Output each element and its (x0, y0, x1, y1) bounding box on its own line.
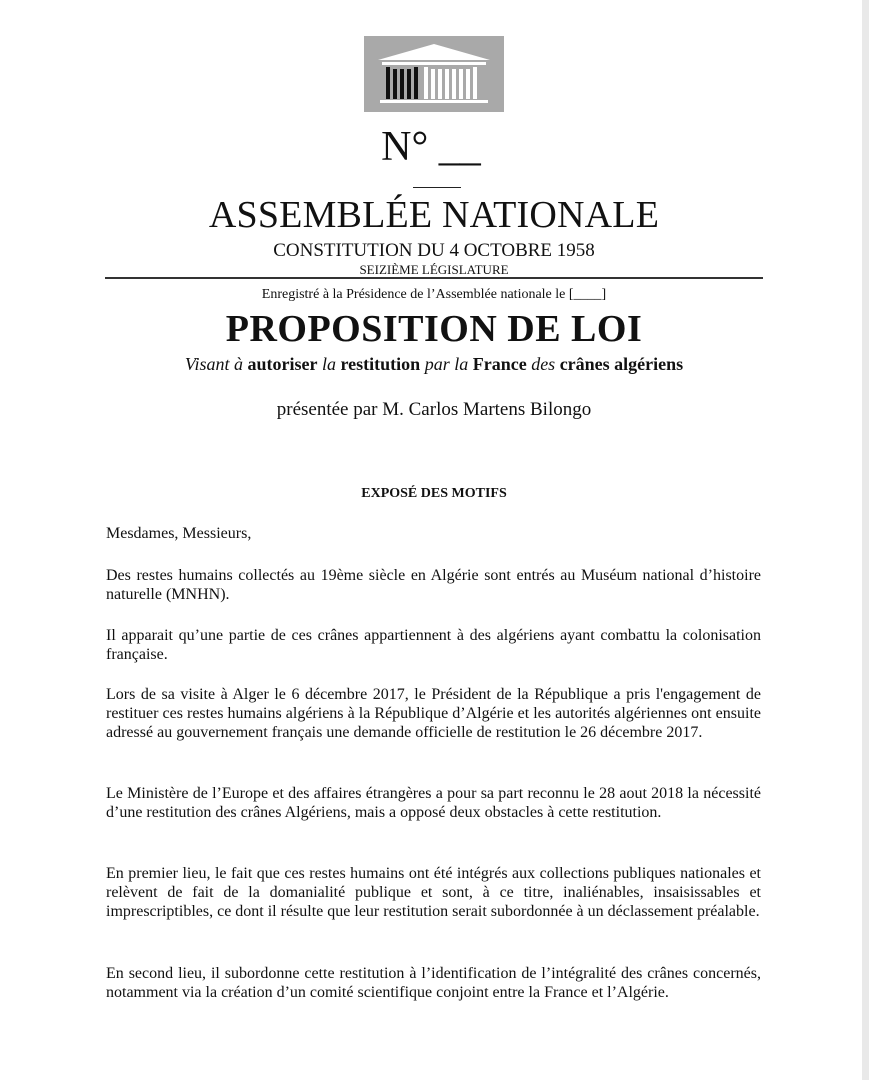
body-paragraph: Le Ministère de l’Europe et des affaires étrangères a pour sa part reconnu le 28 aout 2018 la nécessité d’une restitution des crânes Algériens, mais a opposé deux obstacles à cette restitution. (106, 785, 761, 821)
subtitle-part: France (472, 354, 527, 374)
body-paragraph: En second lieu, il subordonne cette restitution à l’identification de l’intégralité des crânes concernés, notamment via la création d’un comité scientifique conjoint entre la France et l’Algérie. (106, 965, 761, 1001)
salutation: Mesdames, Messieurs, (106, 525, 252, 542)
body-paragraph: Lors de sa visite à Alger le 6 décembre 2017, le Président de la République a pris l'engagement de restituer ces restes humains algériens à la République d’Algérie et les autorités algériennes ont ensuite adressé au gouvernement français une demande officielle de restitution le 26 décembre 2017. (106, 686, 761, 741)
body-paragraph: Il apparait qu’une partie de ces crânes appartiennent à des algériens ayant combattu la colonisation française. (106, 627, 761, 663)
document-type-title: PROPOSITION DE LOI (225, 308, 643, 350)
section-title: EXPOSÉ DES MOTIFS (361, 486, 507, 501)
body-paragraph: Des restes humains collectés au 19ème siècle en Algérie sont entrés au Muséum national d’histoire naturelle (MNHN). (106, 567, 761, 603)
presenter-line: présentée par M. Carlos Martens Bilongo (276, 399, 592, 420)
document-number: N° __ (381, 124, 481, 170)
body-paragraph: En premier lieu, le fait que ces restes humains ont été intégrés aux collections publiques nationales et relèvent de fait de la domanialité publique et sont, à ce titre, inaliénables, insaisissables et imprescriptibles, ce dont il résulte que leur restitution serait subordonnée à un déclassement préalable. (106, 865, 761, 920)
page-edge (862, 0, 869, 1080)
subtitle-part: autoriser (247, 354, 318, 374)
assembly-name: ASSEMBLÉE NATIONALE (208, 194, 660, 236)
subtitle-part: Visant à (184, 354, 248, 374)
assemblee-nationale-logo (364, 36, 504, 112)
subtitle-part: par la (420, 354, 473, 374)
divider-short (413, 187, 461, 188)
document-subtitle (0, 353, 868, 375)
constitution-line: CONSTITUTION DU 4 OCTOBRE 1958 (273, 240, 595, 261)
parliament-building-icon (364, 36, 504, 112)
subtitle-part: la (317, 354, 341, 374)
subtitle-part: crânes algériens (559, 354, 684, 374)
subtitle-part: restitution (340, 354, 421, 374)
registration-line: Enregistré à la Présidence de l’Assemblée nationale le [____] (261, 287, 607, 302)
divider-long (105, 277, 763, 279)
subtitle-part: des (526, 354, 560, 374)
legislature-line: SEIZIÈME LÉGISLATURE (359, 262, 509, 277)
